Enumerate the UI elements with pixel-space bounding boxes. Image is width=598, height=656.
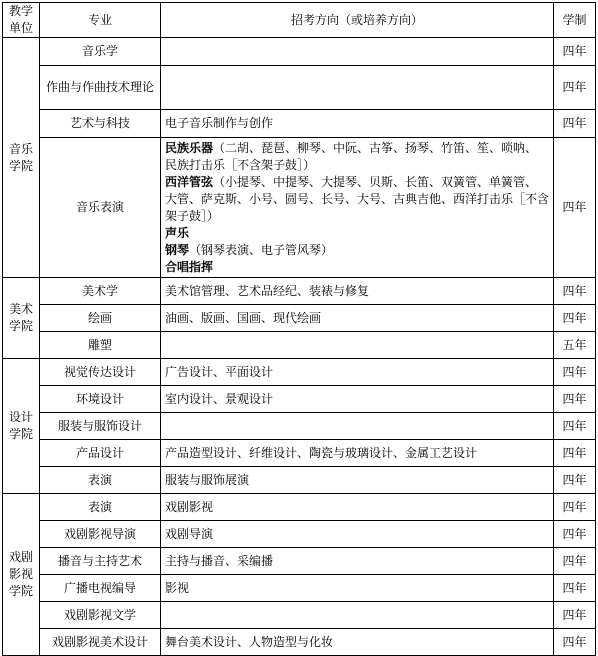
table-row	[3, 521, 596, 548]
direction-cell	[161, 138, 554, 278]
direction-cell: 戏剧导演	[161, 521, 554, 548]
major-cell: 雕塑	[40, 332, 161, 359]
direction-block	[165, 259, 549, 276]
direction-cell: 服装与服饰展演	[161, 467, 554, 494]
duration-cell: 四年	[554, 575, 596, 602]
direction-block	[165, 140, 549, 174]
table-row	[3, 494, 596, 521]
duration-cell: 四年	[554, 440, 596, 467]
duration-cell: 四年	[554, 413, 596, 440]
duration-cell: 四年	[554, 278, 596, 305]
major-cell: 环境设计	[40, 386, 161, 413]
direction-cell	[161, 38, 554, 66]
table-row	[3, 278, 596, 305]
major-cell: 美术学	[40, 278, 161, 305]
direction-cell: 电子音乐制作与创作	[161, 110, 554, 138]
direction-cell: 广告设计、平面设计	[161, 359, 554, 386]
table-header-row	[3, 3, 596, 38]
table-row	[3, 629, 596, 656]
table-row	[3, 305, 596, 332]
table-row	[3, 38, 596, 66]
direction-cell: 影视	[161, 575, 554, 602]
major-cell: 服装与服饰设计	[40, 413, 161, 440]
unit-cell: 音乐学院	[3, 38, 40, 278]
major-cell: 视觉传达设计	[40, 359, 161, 386]
major-cell: 广播电视编导	[40, 575, 161, 602]
major-cell: 戏剧影视美术设计	[40, 629, 161, 656]
direction-category: 合唱指挥	[165, 259, 214, 274]
major-cell: 戏剧影视导演	[40, 521, 161, 548]
duration-cell: 四年	[554, 521, 596, 548]
header-duration: 学制	[554, 3, 596, 38]
header-unit: 教学单位	[3, 3, 40, 38]
direction-category: 民族乐器	[165, 140, 214, 155]
table-row	[3, 332, 596, 359]
table-row	[3, 467, 596, 494]
direction-block	[165, 242, 549, 259]
major-cell: 绘画	[40, 305, 161, 332]
majors-table	[2, 2, 596, 656]
table-row	[3, 110, 596, 138]
major-cell: 作曲与作曲技术理论	[40, 66, 161, 110]
major-cell: 音乐表演	[40, 138, 161, 278]
direction-cell	[161, 413, 554, 440]
header-direction: 招考方向（或培养方向）	[161, 3, 554, 38]
direction-category: 钢琴	[165, 242, 190, 257]
direction-category: 声乐	[165, 225, 190, 240]
direction-cell	[161, 332, 554, 359]
table-row	[3, 575, 596, 602]
duration-cell: 四年	[554, 629, 596, 656]
duration-cell: 四年	[554, 386, 596, 413]
table-row	[3, 548, 596, 575]
duration-cell: 四年	[554, 38, 596, 66]
duration-cell: 五年	[554, 332, 596, 359]
duration-cell: 四年	[554, 494, 596, 521]
major-cell: 音乐学	[40, 38, 161, 66]
duration-cell: 四年	[554, 305, 596, 332]
direction-cell: 主持与播音、采编播	[161, 548, 554, 575]
unit-cell: 戏剧影视学院	[3, 494, 40, 656]
duration-cell: 四年	[554, 110, 596, 138]
direction-cell: 油画、版画、国画、现代绘画	[161, 305, 554, 332]
table-row	[3, 66, 596, 110]
direction-cell	[161, 602, 554, 629]
direction-cell: 产品造型设计、纤维设计、陶瓷与玻璃设计、金属工艺设计	[161, 440, 554, 467]
major-cell: 播音与主持艺术	[40, 548, 161, 575]
direction-cell: 室内设计、景观设计	[161, 386, 554, 413]
header-major: 专业	[40, 3, 161, 38]
direction-detail: （钢琴表演、电子管风琴）	[189, 242, 334, 257]
unit-cell: 设计学院	[3, 359, 40, 494]
duration-cell: 四年	[554, 602, 596, 629]
table-row	[3, 413, 596, 440]
table-row	[3, 386, 596, 413]
duration-cell: 四年	[554, 359, 596, 386]
major-cell: 表演	[40, 494, 161, 521]
direction-cell: 舞台美术设计、人物造型与化妆	[161, 629, 554, 656]
major-cell: 艺术与科技	[40, 110, 161, 138]
major-cell: 戏剧影视文学	[40, 602, 161, 629]
table-row	[3, 602, 596, 629]
table-row	[3, 138, 596, 278]
major-cell: 产品设计	[40, 440, 161, 467]
direction-detail: （小提琴、中提琴、大提琴、贝斯、长笛、双簧管、单簧管、大管、萨克斯、小号、圆号、长号、大号、古典吉他、西洋打击乐［不含架子鼓］）	[165, 174, 550, 223]
direction-block	[165, 174, 549, 225]
direction-block	[165, 225, 549, 242]
unit-cell: 美术学院	[3, 278, 40, 359]
direction-cell: 美术馆管理、艺术品经纪、装裱与修复	[161, 278, 554, 305]
direction-detail: （二胡、琵琶、柳琴、中阮、古筝、扬琴、竹笛、笙、唢呐、民族打击乐［不含架子鼓］）	[165, 140, 538, 172]
major-cell: 表演	[40, 467, 161, 494]
duration-cell: 四年	[554, 66, 596, 110]
table-row	[3, 440, 596, 467]
direction-category: 西洋管弦	[165, 174, 214, 189]
duration-cell: 四年	[554, 138, 596, 278]
duration-cell: 四年	[554, 548, 596, 575]
direction-cell: 戏剧影视	[161, 494, 554, 521]
table-row	[3, 359, 596, 386]
direction-cell	[161, 66, 554, 110]
duration-cell: 四年	[554, 467, 596, 494]
